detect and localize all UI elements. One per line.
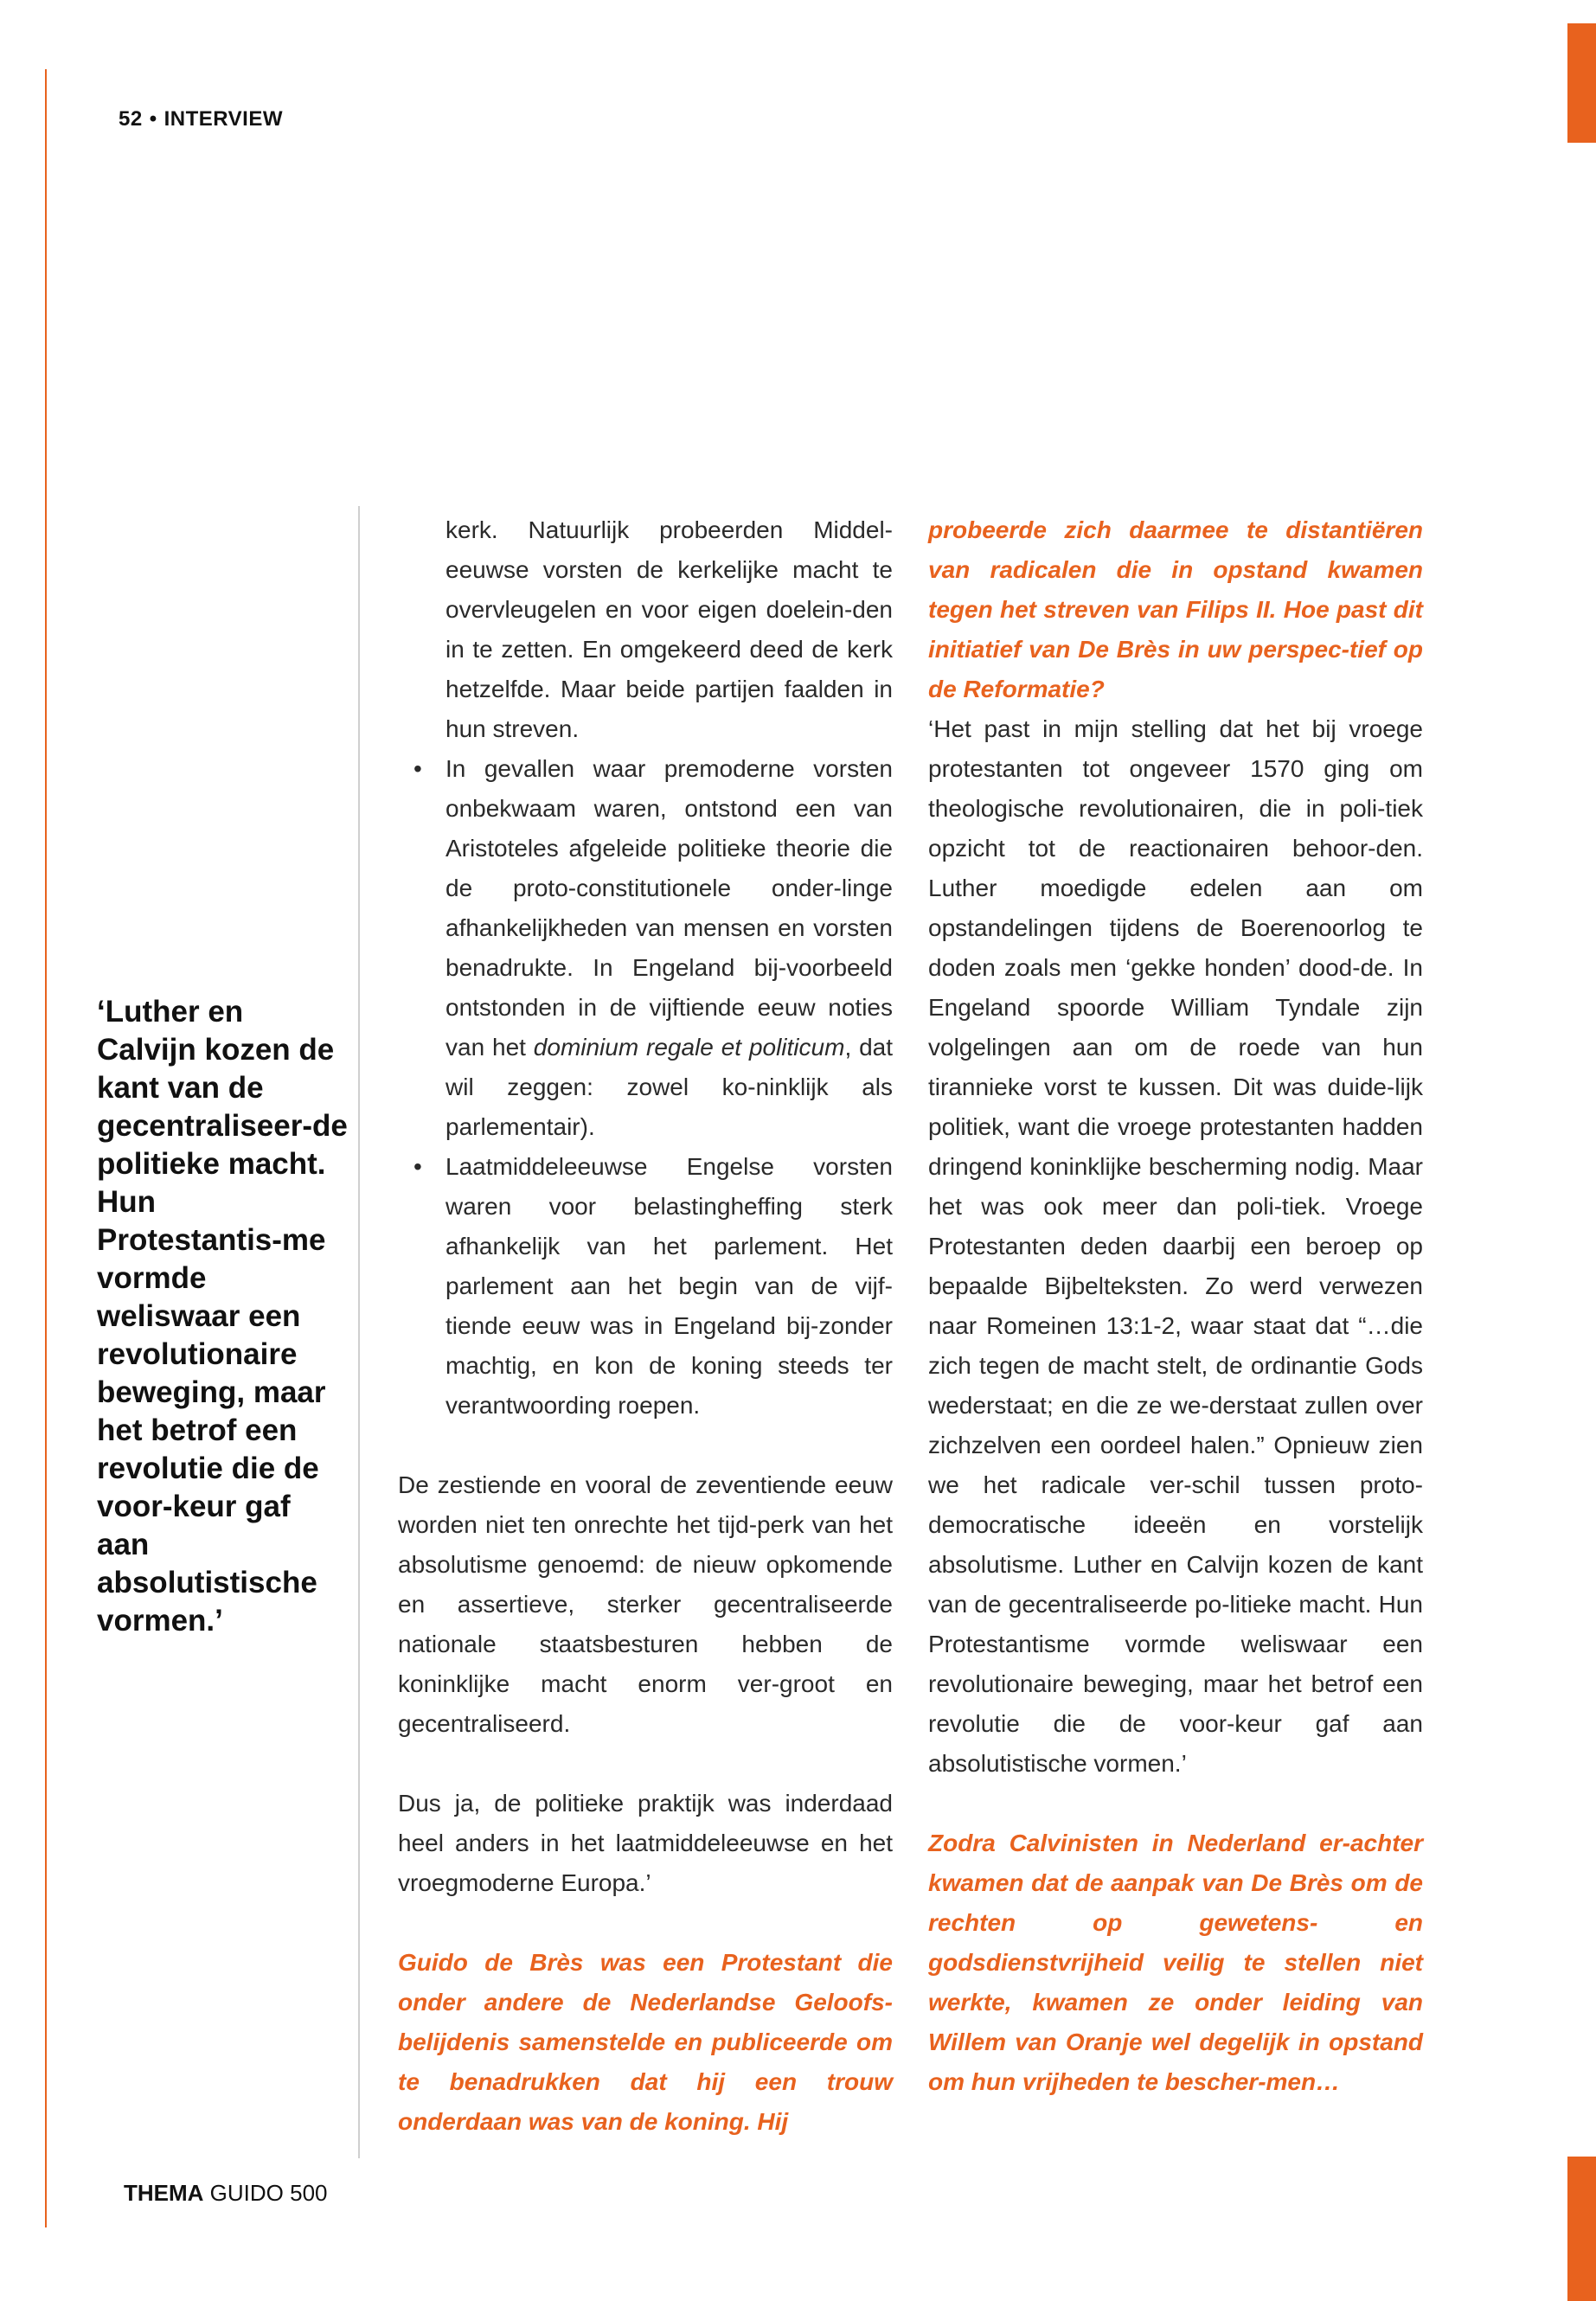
bullet-text: Laatmiddeleeuwse Engelse vorsten waren voor belastingheffing sterk afhankelijk van het parlement. Het parlement aan het begin van de vijf-tiende eeuw was in Engeland bij-zonder machtig, en kon de koning steeds ter verantwoording roepen.: [445, 1153, 893, 1419]
continuation-text: kerk. Natuurlijk probeerden Middel-eeuwse vorsten de kerkelijke macht te overvleugelen en voor eigen doelein-den in te zetten. En omgekeerd deed de kerk hetzelfde. Maar beide partijen faalden in hun streven.: [445, 516, 893, 742]
bullet-item: [398, 749, 893, 1147]
top-right-accent-tab: [1567, 23, 1596, 143]
magazine-name: THEMA: [124, 2180, 204, 2206]
bullet-mark: •: [413, 755, 422, 782]
body-paragraph: De zestiende en vooral de zeventiende eeuw worden niet ten onrechte het tijd-perk van het absolutisme genoemd: de nieuw opkomende en assertieve, sterker gecentraliseerde nationale staatsbesturen hebben de koninklijke macht enorm ver-groot en gecentraliseerd.: [398, 1471, 893, 1737]
issue-name: GUIDO 500: [209, 2180, 328, 2206]
header-separator: •: [149, 107, 157, 131]
paragraph-gap: [398, 1426, 893, 1465]
middle-column: [398, 510, 893, 2142]
pull-quote-divider: [358, 506, 360, 2158]
pull-quote: ‘Luther en Calvijn kozen de kant van de gecentraliseer-de politieke macht. Hun Protestantis-me vormde weliswaar een revolutionaire beweging, maar het betrof een revolutie die de voor-keur gaf aan absolutistische vormen.’: [97, 995, 348, 1638]
paragraph-gap: [398, 1744, 893, 1784]
section-title: INTERVIEW: [163, 107, 284, 131]
left-margin-rule: [45, 69, 47, 2227]
paragraph-gap: [928, 1784, 1423, 1823]
bullet-item: [398, 1147, 893, 1426]
interview-answer: ‘Het past in mijn stelling dat het bij vroege protestanten tot ongeveer 1570 ging om theologische revolutionairen, die in poli-tiek opzicht tot de reactionairen behoor-den. Luther moedigde edelen aan om opstandelingen tijdens de Boerenoorlog te doden zoals men ‘gekke honden’ dood-de. In Engeland spoorde William Tyndale zijn volgelingen aan om de roede van hun tirannieke vorst te kussen. Dit was duide-lijk politiek, want die vroege protestanten hadden dringend koninklijke bescherming nodig. Maar het was ook meer dan poli-tiek. Vroege Protestanten deden daarbij een beroep op bepaalde Bijbelteksten. Zo werd verwezen naar Romeinen 13:1-2, waar staat dat “…die zich tegen de macht stelt, de ordinantie Gods wederstaat; en die ze we-derstaat zullen over zichzelven een oordeel halen.” Opnieuw zien we het radicale ver-schil tussen proto-democratische ideeën en vorstelijk absolutisme. Luther en Calvijn kozen de kant van de gecentraliseerde po-litieke macht. Hun Protestantisme vormde weliswaar een revolutionaire beweging, maar het betrof een revolutie die de voor-keur gaf aan absolutistische vormen.’: [928, 715, 1423, 1777]
paragraph-gap: [398, 1903, 893, 1943]
bullet-text: In gevallen waar premoderne vorsten onbekwaam waren, ontstond een van Aristoteles afgeleide politieke theorie die de proto-constitutionele onder-linge afhankelijkheden van mensen en vorsten benadrukte. In Engeland bij-voorbeeld ontstonden in de vijftiende eeuw noties van het: [445, 755, 893, 1061]
bullet-mark: •: [413, 1153, 422, 1180]
interview-question: Guido de Brès was een Protestant die onder andere de Nederlandse Geloofs-belijdenis samenstelde en publiceerde om te benadrukken dat hij een trouw onderdaan was van de koning. Hij: [398, 1949, 893, 2135]
right-column: [928, 510, 1423, 2102]
latin-term: dominium regale et politicum: [533, 1034, 845, 1061]
page-header: [119, 107, 283, 131]
interview-question: probeerde zich daarmee te distantiëren van radicalen die in opstand kwamen tegen het streven van Filips II. Hoe past dit initiatief van De Brès in uw perspec-tief op de Reformatie?: [928, 516, 1423, 702]
body-paragraph: Dus ja, de politieke praktijk was inderdaad heel anders in het laatmiddeleeuwse en het vroegmoderne Europa.’: [398, 1790, 893, 1896]
page-number: 52: [119, 107, 143, 131]
interview-question: Zodra Calvinisten in Nederland er-achter kwamen dat de aanpak van De Brès om de rechten op gewetens- en godsdienstvrijheid veilig te stellen niet werkte, kwamen ze onder leiding van Willem van Oranje wel degelijk in opstand om hun vrijheden te bescher-men…: [928, 1830, 1423, 2095]
page-footer: [124, 2180, 328, 2207]
bullet-text-end: , dat wil zeggen: zowel ko-ninklijk als parlementair).: [445, 1034, 894, 1140]
bottom-right-accent-tab: [1567, 2157, 1596, 2301]
